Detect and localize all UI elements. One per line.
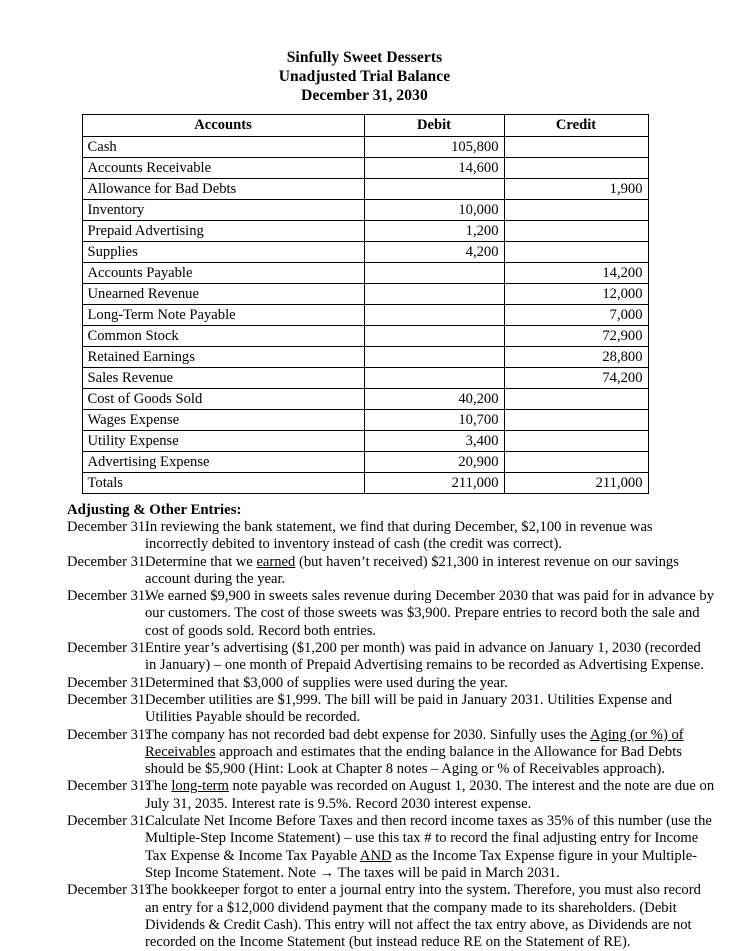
cell-debit [364,326,504,347]
entry-description [145,727,715,779]
cell-debit [364,179,504,200]
cell-account: Utility Expense [82,431,364,452]
cell-credit: 14,200 [504,263,648,284]
adjusting-entry-row [67,588,715,640]
cell-credit [504,137,648,158]
entry-description [145,778,715,813]
entry-date-label: December 31: [67,519,150,535]
cell-account: Common Stock [82,326,364,347]
cell-account: Cash [82,137,364,158]
entry-text-fragment: (but haven’t received) $21,300 in interest revenue on our savings account during the year. [145,553,679,587]
cell-credit: 74,200 [504,368,648,389]
adjusting-entry-row [67,675,715,692]
cell-debit [364,347,504,368]
trial-balance-body [82,137,648,494]
cell-credit: 1,900 [504,179,648,200]
cell-debit [364,263,504,284]
cell-account: Unearned Revenue [82,284,364,305]
statement-date: December 31, 2030 [301,87,428,104]
entry-description: December utilities are $1,999. The bill will be paid in January 2031. Utilities Expense and Utilities Payable should be recorded. [145,691,673,726]
column-header-credit: Credit [504,115,648,137]
adjusting-entry-row [67,778,715,813]
cell-account: Retained Earnings [82,347,364,368]
entry-date-label: December 31: [67,778,150,795]
cell-credit [504,221,648,242]
cell-debit: 10,700 [364,410,504,431]
table-row [82,452,648,473]
cell-credit [504,242,648,263]
table-row [82,179,648,200]
cell-debit [364,305,504,326]
cell-account: Accounts Receivable [82,158,364,179]
adjusting-entry-row [67,727,715,779]
cell-credit: 211,000 [504,473,648,494]
entry-text-fragment: note payable was recorded on August 1, 2030. The interest and the note are due on July 31, 2035. Interest rate is 9.5%. Record 2030 interest expense. [145,778,715,812]
entry-date-label: December 31: [67,553,150,570]
table-row [82,263,648,284]
adjusting-entries-section [0,501,729,951]
table-row [82,221,648,242]
adjusting-entries-list [67,519,715,951]
entry-date-label: December 31: [67,640,150,657]
cell-debit: 1,200 [364,221,504,242]
table-row [82,326,648,347]
adjusting-entry-row [67,882,715,951]
adjusting-entry-row [67,692,715,727]
statement-name: Unadjusted Trial Balance [278,68,451,85]
entry-text-fragment: Determine that we [145,553,257,570]
cell-account: Sales Revenue [82,368,364,389]
document-title-block [0,0,729,105]
cell-credit: 12,000 [504,284,648,305]
table-row [82,305,648,326]
cell-credit [504,452,648,473]
cell-debit: 10,000 [364,200,504,221]
table-row [82,347,648,368]
column-header-accounts: Accounts [82,115,364,137]
entry-date-label: December 31: [67,588,150,605]
trial-balance-wrapper [82,114,648,494]
table-row [82,410,648,431]
entry-description [145,554,715,589]
cell-account: Long-Term Note Payable [82,305,364,326]
entry-description [145,813,715,882]
cell-account: Prepaid Advertising [82,221,364,242]
cell-debit: 211,000 [364,473,504,494]
trial-balance-table [82,114,649,494]
table-header-row [82,115,648,137]
table-row [82,431,648,452]
adjusting-entry-row [67,554,715,589]
table-row [82,389,648,410]
column-header-debit: Debit [364,115,504,137]
adjusting-entry-row [67,813,715,882]
cell-debit [364,284,504,305]
cell-debit: 40,200 [364,389,504,410]
adjusting-entry-row [67,640,715,675]
entry-text-fragment: The [145,778,172,795]
entry-description: Determined that $3,000 of supplies were used during the year. [145,674,508,691]
entry-description: We earned $9,900 in sweets sales revenue during December 2030 that was paid for in advance by our customers. The cost of those sweets was $3,900. Prepare entries to record both the sale and cost of goods sold. Record both entries. [145,588,714,639]
entry-description: Entire year’s advertising ($1,200 per month) was paid in advance on January 1, 2030 (recorded in January) – one month of Prepaid Advertising remains to be recorded as Advertising Expense. [145,640,704,674]
cell-account: Allowance for Bad Debts [82,179,364,200]
cell-credit [504,410,648,431]
cell-credit: 7,000 [504,305,648,326]
cell-account: Wages Expense [82,410,364,431]
table-row [82,473,648,494]
entry-text-fragment: The company has not recorded bad debt expense for 2030. Sinfully uses the [145,726,590,743]
cell-credit [504,158,648,179]
cell-credit: 72,900 [504,326,648,347]
table-row [82,368,648,389]
entry-date-label: December 31: [67,882,150,899]
cell-debit [364,368,504,389]
cell-account: Inventory [82,200,364,221]
underlined-term: Aging (or %) of Receivables [145,726,684,760]
cell-debit: 3,400 [364,431,504,452]
entry-date-label: December 31: [67,674,150,691]
table-row [82,242,648,263]
underlined-term: long-term [171,778,229,795]
adjusting-entry-row [67,519,715,554]
trial-balance-header [82,115,648,137]
cell-debit: 20,900 [364,452,504,473]
entry-text-fragment: as the Income Tax Expense figure in your Multiple-Step Income Statement. Note → The taxes will be paid in March 2031. [145,847,698,881]
cell-credit [504,389,648,410]
table-row [82,137,648,158]
entry-date-label: December 31: [67,813,150,830]
table-row [82,284,648,305]
entry-text-fragment: Calculate Net Income Before Taxes and then record income taxes as 35% of this number (use the Multiple-Step Income Statement) – use this tax # to record the final adjusting entry for Income Tax Expense & Income Tax Payable [145,813,712,864]
cell-credit [504,200,648,221]
cell-account: Totals [82,473,364,494]
company-name: Sinfully Sweet Desserts [286,49,443,66]
underlined-term: AND [359,847,392,864]
entry-text-fragment: approach and estimates that the ending balance in the Allowance for Bad Debts should be $5,900 (Hint: Look at Chapter 8 notes – Aging or % of Receivables approach). [145,743,682,778]
underlined-term: earned [256,553,296,570]
entry-date-label: December 31: [67,691,150,708]
table-row [82,200,648,221]
adjusting-entries-heading: Adjusting & Other Entries: [67,502,242,518]
cell-debit: 4,200 [364,242,504,263]
table-row [82,158,648,179]
entry-date-label: December 31: [67,726,150,743]
cell-debit: 14,600 [364,158,504,179]
cell-account: Advertising Expense [82,452,364,473]
entry-description: The bookkeeper forgot to enter a journal entry into the system. Therefore, you must also record an entry for a $12,000 dividend payment that the company made to its shareholders. (Debit Dividends & Credit Cash). This entry will not affect the tax entry above, as Dividends are not recorded on the Income Statement (but instead reduce RE on the Statement of RE). [145,882,701,951]
cell-debit: 105,800 [364,137,504,158]
cell-credit: 28,800 [504,347,648,368]
cell-account: Cost of Goods Sold [82,389,364,410]
entry-description: In reviewing the bank statement, we find that during December, $2,100 in revenue was incorrectly debited to inventory instead of cash (the credit was correct). [145,519,653,553]
cell-account: Supplies [82,242,364,263]
cell-account: Accounts Payable [82,263,364,284]
cell-credit [504,431,648,452]
